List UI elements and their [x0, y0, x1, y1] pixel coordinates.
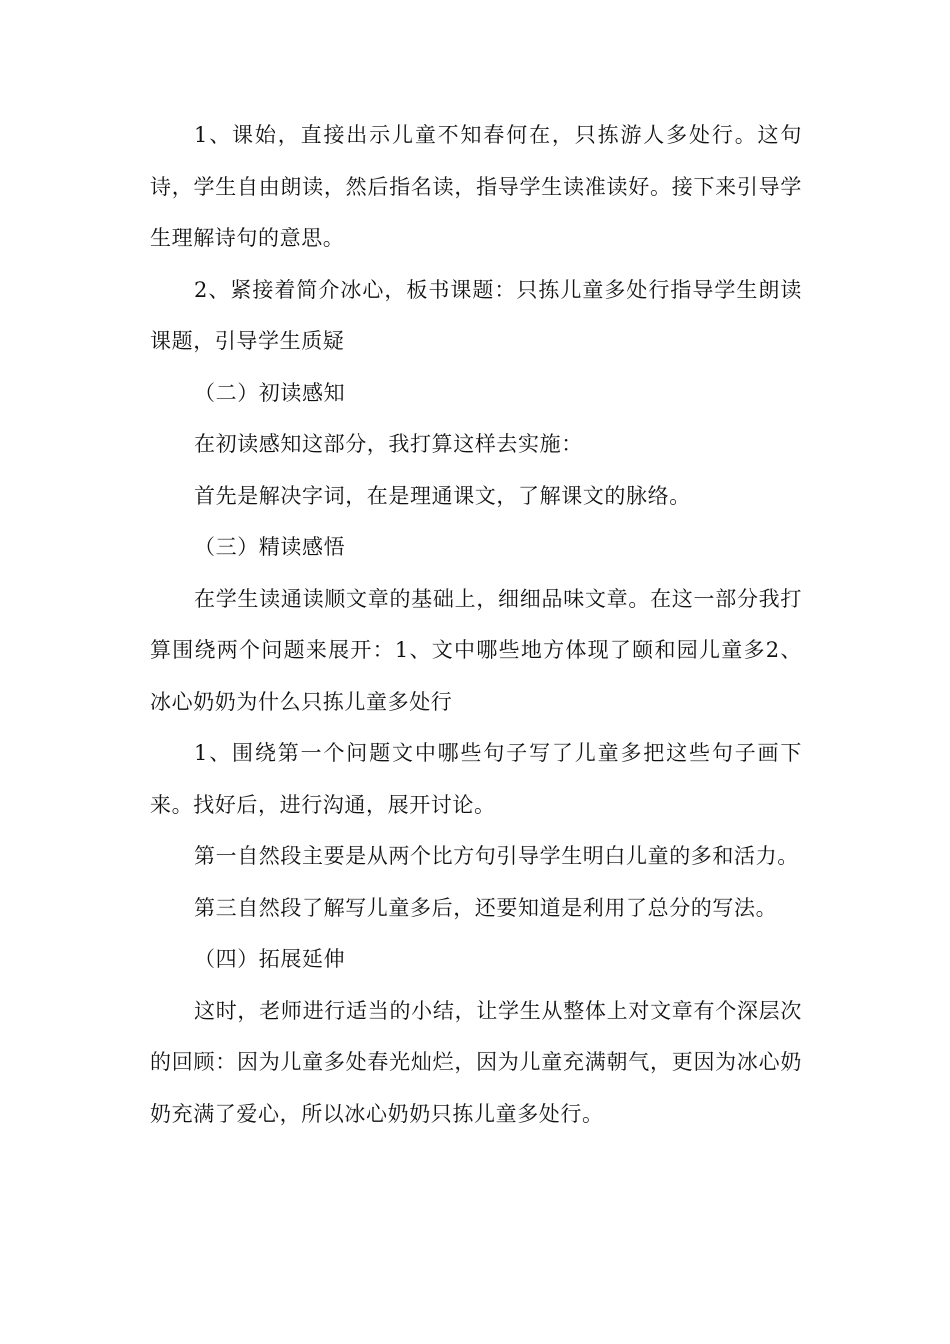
paragraph-intro-step-2: 2、紧接着简介冰心，板书课题：只拣儿童多处行指导学生朗读课题，引导学生质疑	[150, 277, 802, 353]
paragraph-first-reading-plan: 在初读感知这部分，我打算这样去实施：	[194, 432, 583, 456]
paragraph-extension-summary: 这时，老师进行适当的小结，让学生从整体上对文章有个深层次的回顾：因为儿童多处春光灿烂，因为儿童充满朝气，更因为冰心奶奶充满了爱心，所以冰心奶奶只拣儿童多处行。	[150, 998, 802, 1126]
paragraph-close-reading-intro: 在学生读通读顺文章的基础上，细细品味文章。在这一部分我打算围绕两个问题来展开：1、文中哪些地方体现了颐和园儿童多2、冰心奶奶为什么只拣儿童多处行	[150, 586, 802, 714]
section-heading-extension: （四）拓展延伸	[194, 947, 346, 971]
document-body	[150, 110, 802, 1140]
paragraph-close-reading-para-1: 第一自然段主要是从两个比方句引导学生明白儿童的多和活力。	[194, 844, 799, 868]
section-heading-close-reading: （三）精读感悟	[194, 535, 346, 559]
paragraph-intro-step-1: 1、课始，直接出示儿童不知春何在，只拣游人多处行。这句诗，学生自由朗读，然后指名读，指导学生读准读好。接下来引导学生理解诗句的意思。	[150, 123, 802, 250]
paragraph-close-reading-question-1: 1、围绕第一个问题文中哪些句子写了儿童多把这些句子画下来。找好后，进行沟通，展开讨论。	[150, 741, 802, 817]
paragraph-close-reading-para-3: 第三自然段了解写儿童多后，还要知道是利用了总分的写法。	[194, 895, 778, 920]
section-heading-first-reading: （二）初读感知	[194, 380, 346, 405]
paragraph-first-reading-detail: 首先是解决字词，在是理通课文，了解课文的脉络。	[194, 483, 691, 508]
